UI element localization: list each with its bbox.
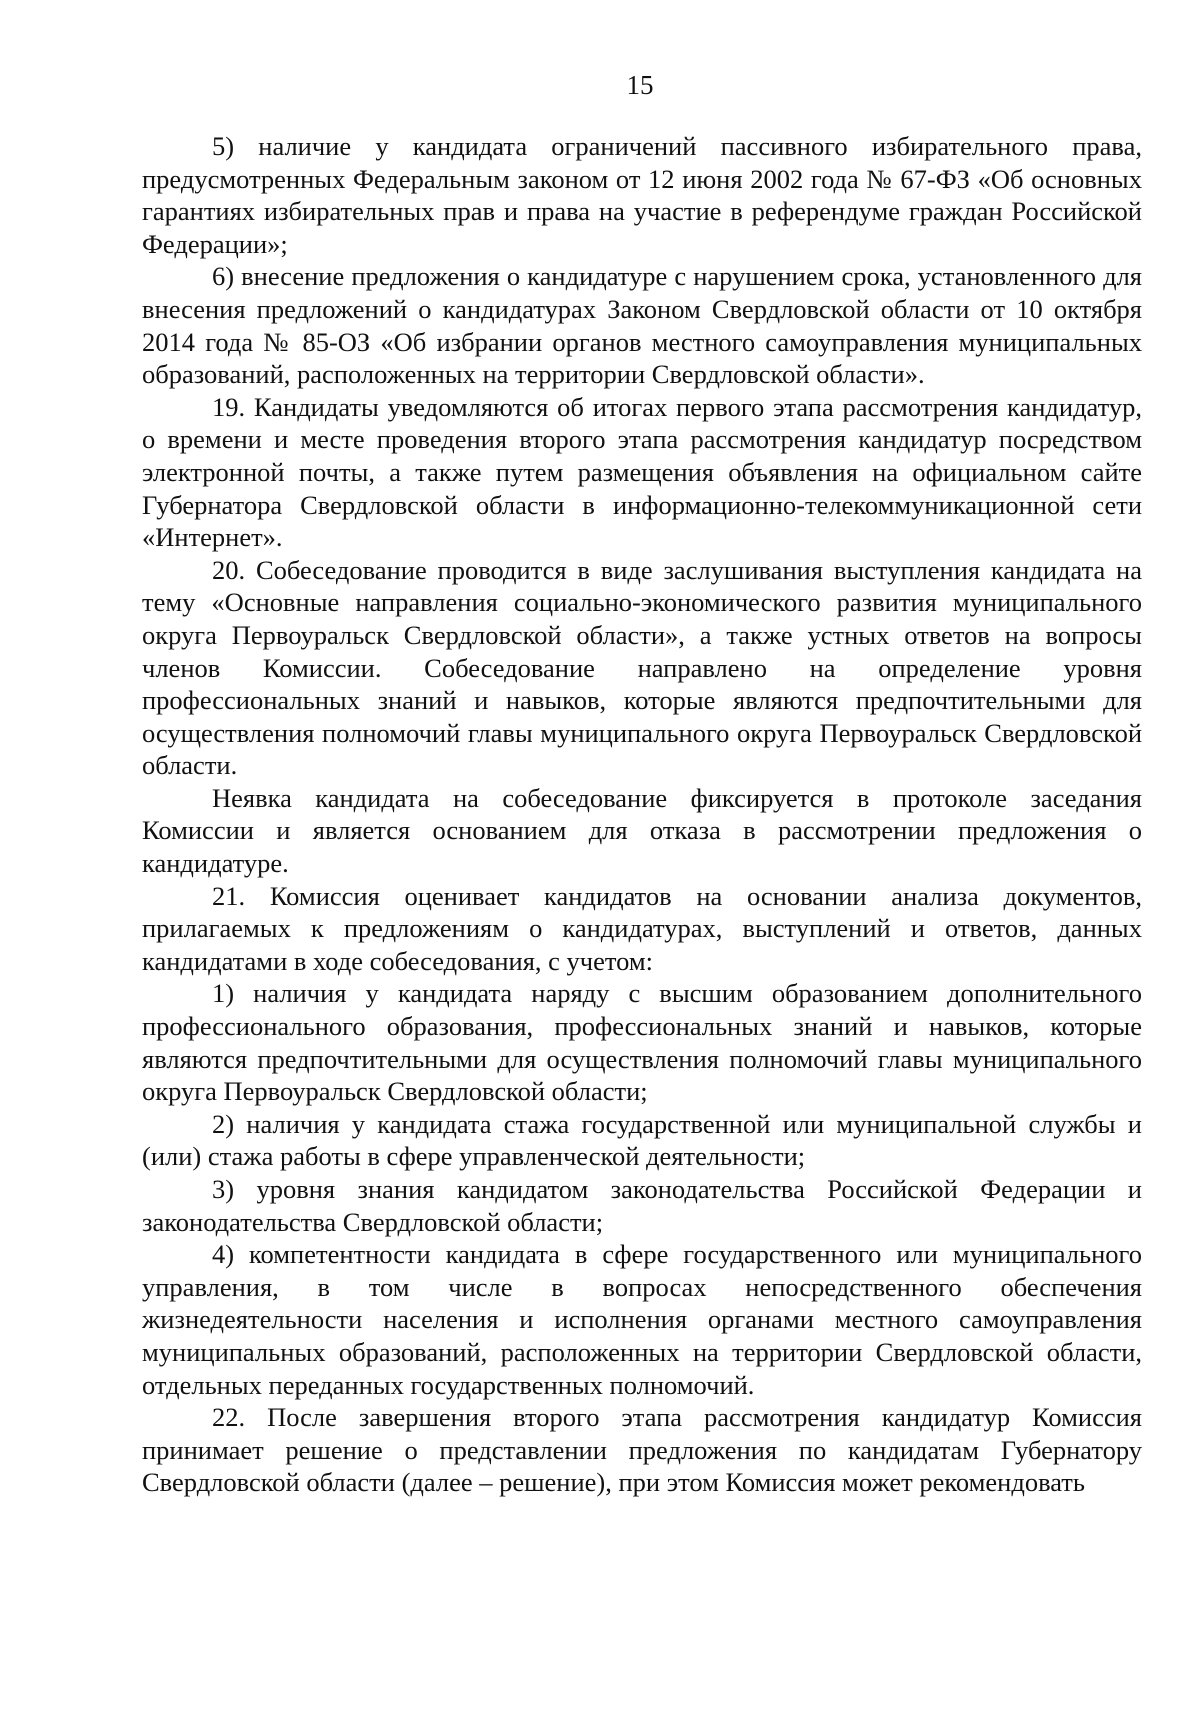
paragraph-clause-20: 20. Собеседование проводится в виде заслушивания выступления кандидата на тему «Основные направления социально-экономического развития муниципального округа Первоуральск Свердловской области», а также устных ответов на вопросы членов Комиссии. Собеседование направлено на определение уровня профессиональных знаний и навыков, которые являются предпочтительными для осуществления полномочий главы муниципального округа Первоуральск Свердловской области.	[142, 554, 1142, 781]
page-number: 15	[626, 70, 654, 100]
paragraph-item-6: 6) внесение предложения о кандидатуре с нарушением срока, установленного для внесения предложений о кандидатурах Законом Свердловской области от 10 октября 2014 года № 85-ОЗ «Об избрании органов местного самоуправления муниципальных образований, расположенных на территории Свердловской области».	[142, 261, 1142, 390]
paragraph-item-5: 5) наличие у кандидата ограничений пассивного избирательного права, предусмотренных Федеральным законом от 12 июня 2002 года № 67-ФЗ «Об основных гарантиях избирательных прав и права на участие в референдуме граждан Российской Федерации»;	[142, 131, 1142, 259]
paragraph-absence-note: Неявка кандидата на собеседование фиксируется в протоколе заседания Комиссии и является основанием для отказа в рассмотрении предложения о кандидатуре.	[142, 782, 1142, 879]
paragraph-clause-19: 19. Кандидаты уведомляются об итогах первого этапа рассмотрения кандидатур, о времени и месте проведения второго этапа рассмотрения кандидатур посредством электронной почты, а также путем размещения объявления на официальном сайте Губернатора Свердловской области в информационно-телекоммуникационной сети «Интернет».	[142, 391, 1142, 553]
paragraph-criterion-4: 4) компетентности кандидата в сфере государственного или муниципального управления, в том числе в вопросах непосредственного обеспечения жизнедеятельности населения и исполнения органами местного самоуправления муниципальных образований, расположенных на территории Свердловской области, отдельных переданных государственных полномочий.	[142, 1239, 1142, 1400]
paragraph-criterion-2: 2) наличия у кандидата стажа государственной или муниципальной службы и (или) стажа работы в сфере управленческой деятельности;	[142, 1108, 1142, 1172]
paragraph-criterion-1: 1) наличия у кандидата наряду с высшим образованием дополнительного профессионального образования, профессиональных знаний и навыков, которые являются предпочтительными для осуществления полномочий главы муниципального округа Первоуральск Свердловской области;	[142, 978, 1142, 1107]
paragraph-clause-22: 22. После завершения второго этапа рассмотрения кандидатур Комиссия принимает решение о представлении предложения по кандидатам Губернатору Свердловской области (далее – решение), при этом Комиссия может рекомендовать	[142, 1402, 1142, 1498]
paragraph-criterion-3: 3) уровня знания кандидатом законодательства Российской Федерации и законодательства Свердловской области;	[142, 1174, 1142, 1237]
document-body	[142, 130, 1142, 1499]
paragraph-clause-21: 21. Комиссия оценивает кандидатов на основании анализа документов, прилагаемых к предложениям о кандидатурах, выступлений и ответов, данных кандидатами в ходе собеседования, с учетом:	[142, 880, 1142, 976]
